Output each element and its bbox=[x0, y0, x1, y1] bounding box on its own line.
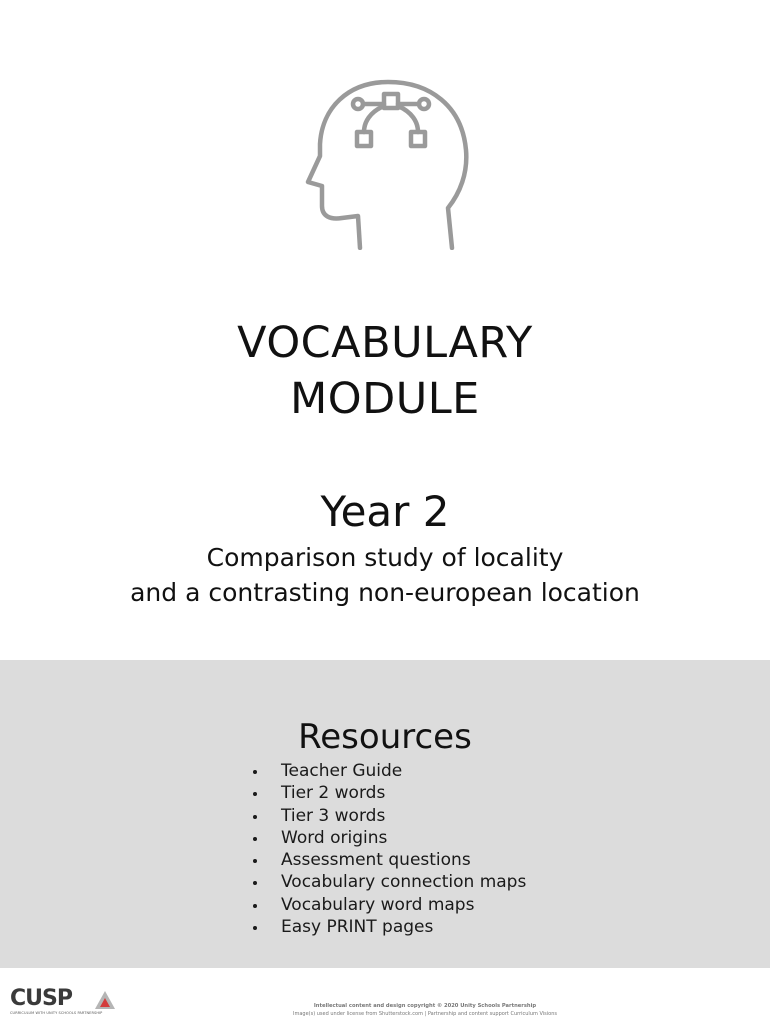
resource-item-assessment-questions: Assessment questions bbox=[250, 849, 526, 871]
copyright-line1: Intellectual content and design copyright © 2020 Unity Schools Partnership bbox=[313, 1003, 537, 1009]
module-title-line2: MODULE bbox=[290, 374, 480, 424]
resources-panel bbox=[0, 660, 770, 968]
cusp-logo-wordmark: CUSP bbox=[10, 986, 72, 1011]
footer bbox=[0, 968, 770, 1024]
cusp-logo bbox=[10, 986, 130, 1018]
resource-item-connection-maps: Vocabulary connection maps bbox=[250, 871, 526, 893]
subtitle-line1: Comparison study of locality bbox=[206, 543, 564, 572]
resource-item-tier3-words: Tier 3 words bbox=[250, 805, 526, 827]
resource-item-word-maps: Vocabulary word maps bbox=[250, 894, 526, 916]
resource-item-print-pages: Easy PRINT pages bbox=[250, 916, 526, 938]
cusp-logo-tagline: CURRICULUM WITH UNITY SCHOOLS PARTNERSHIP bbox=[10, 1011, 103, 1015]
resource-item-tier2-words: Tier 2 words bbox=[250, 782, 526, 804]
module-title-line1: VOCABULARY bbox=[237, 318, 533, 368]
subtitle-line2: and a contrasting non-european location bbox=[130, 578, 640, 607]
head-network-icon bbox=[300, 78, 470, 250]
resources-heading: Resources bbox=[298, 717, 472, 757]
year-heading: Year 2 bbox=[320, 487, 450, 536]
resource-item-teacher-guide: Teacher Guide bbox=[250, 760, 526, 782]
resource-item-word-origins: Word origins bbox=[250, 827, 526, 849]
copyright-line2: Image(s) used under license from Shutterstock.com | Partnership and content support Curriculum Visions bbox=[293, 1011, 557, 1017]
resources-list bbox=[250, 760, 526, 938]
cusp-triangle-icon bbox=[94, 990, 116, 1010]
